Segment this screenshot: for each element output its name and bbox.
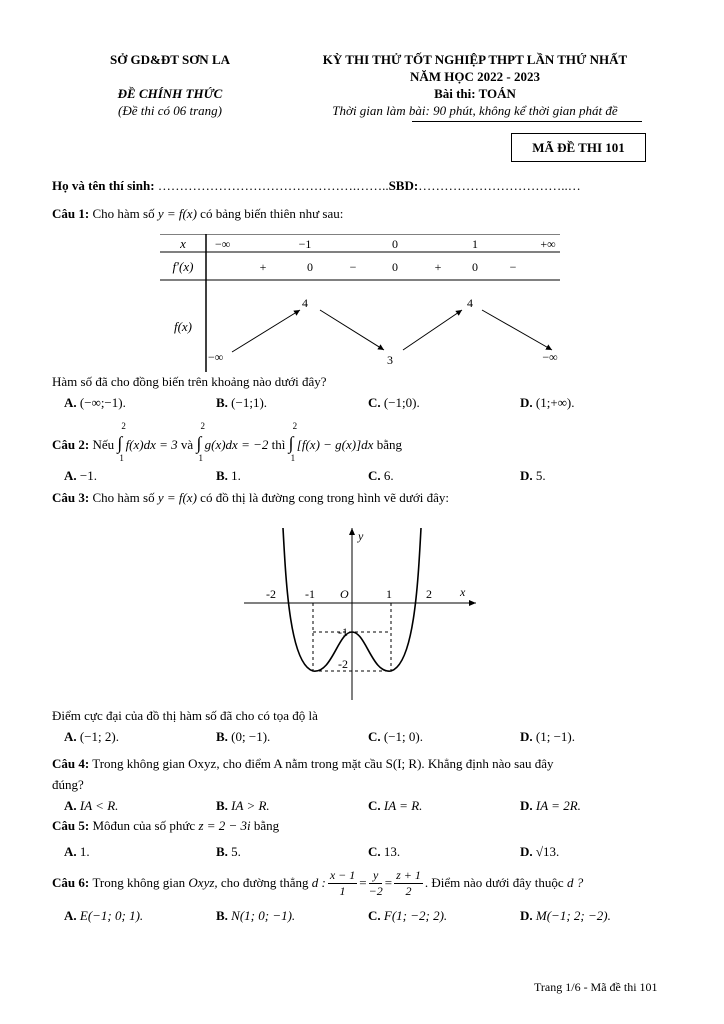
q1-text-a: Cho hàm số	[92, 206, 155, 221]
candidate-line	[52, 178, 581, 194]
q2-option-a: A. −1.	[64, 468, 97, 483]
q6-space: Oxyz,	[188, 875, 218, 890]
q6-frac-1: x − 1 1	[329, 867, 356, 898]
q6-text-b: cho đường thẳng	[220, 875, 309, 890]
q4-option-c: C. IA = R.	[368, 798, 423, 813]
fp-sign-3: 0	[392, 260, 398, 274]
q3-question: Điểm cực đại của đồ thị hàm số đã cho có tọa độ là	[52, 708, 318, 723]
y-tick--2: -2	[338, 657, 348, 671]
q6-d-label: d :	[311, 875, 326, 890]
q2-option-b: B. 1.	[216, 468, 241, 483]
q4-option-a: A. IA < R.	[64, 798, 119, 813]
q2-integral-3: ∫ 2 1	[288, 421, 298, 463]
q6-option-b: B. N(1; 0; −1).	[216, 908, 296, 923]
function-graph	[240, 524, 480, 704]
name-label: Họ và tên thí sinh:	[52, 178, 155, 193]
header-rule	[412, 121, 642, 122]
q5-label: Câu 5:	[52, 818, 90, 833]
q4-option-d: D. IA = 2R.	[520, 798, 581, 813]
q6-label: Câu 6:	[52, 875, 90, 890]
exam-title: KỲ THI THỬ TỐT NGHIỆP THPT LẦN THỨ NHẤT	[322, 52, 628, 67]
q3-option-b: B. (0; −1).	[216, 729, 271, 744]
f-val-2: 3	[387, 353, 393, 367]
fp-sign-1: 0	[307, 260, 313, 274]
school-year: NĂM HỌC 2022 - 2023	[410, 69, 540, 84]
q1-option-c: C. (−1;0).	[368, 395, 420, 410]
q2-int2-expr: g(x)dx = −2	[204, 437, 269, 452]
q3-label: Câu 3:	[52, 490, 90, 505]
table-x-val-2: 0	[392, 237, 398, 251]
table-x-val-4: +∞	[540, 237, 556, 251]
q2-stem	[52, 421, 402, 463]
graph-origin: O	[340, 587, 349, 601]
q2-option-d: D. 5.	[520, 468, 546, 483]
q1-option-d: D. (1;+∞).	[520, 395, 575, 410]
q4-label: Câu 4:	[52, 756, 90, 771]
q2-text-eq: bằng	[376, 437, 402, 452]
q1-text-b: có bảng biến thiên như sau:	[200, 206, 344, 221]
q4-stem-line1	[52, 756, 554, 772]
q4-option-b: B. IA > R.	[216, 798, 270, 813]
table-x-val-3: 1	[472, 237, 478, 251]
table-x-val-1: −1	[298, 237, 312, 251]
q6-option-c: C. F(1; −2; 2).	[368, 908, 448, 923]
sbd-label: SBD:	[388, 178, 419, 193]
fp-sign-5: 0	[472, 260, 478, 274]
q6-text-a: Trong không gian	[92, 875, 186, 890]
q6-text-c: . Điểm nào dưới đây thuộc	[424, 875, 564, 890]
q3-option-a: A. (−1; 2).	[64, 729, 119, 744]
q1-stem	[52, 206, 343, 222]
q6-frac-3: z + 1 2	[396, 867, 421, 898]
q2-integral-1: ∫ 2 1	[117, 421, 126, 463]
x-tick--1: -1	[305, 587, 315, 601]
q4-stem-line2: đúng?	[52, 777, 84, 792]
x-axis-arrow	[469, 600, 476, 606]
q1-label: Câu 1:	[52, 206, 90, 221]
table-x-label: x	[180, 236, 186, 251]
table-x-val-0: −∞	[215, 237, 231, 251]
q6-frac-2: y −2	[368, 867, 383, 898]
graph-y-label: y	[358, 529, 364, 543]
q3-func: y = f(x)	[157, 490, 197, 505]
fp-sign-0: +	[259, 260, 267, 274]
q2-int3-expr: [f(x) − g(x)]dx	[296, 437, 374, 452]
q3-option-c: C. (−1; 0).	[368, 729, 423, 744]
q2-integral-2: ∫ 2 1	[196, 421, 205, 463]
table-f-label: f(x)	[173, 319, 193, 334]
q5-option-d: D. √13.	[520, 844, 560, 859]
f-val-1: 4	[302, 296, 308, 310]
q6-option-a: A. E(−1; 0; 1).	[64, 908, 144, 923]
f-val-4: −∞	[542, 350, 558, 364]
time-note: Thời gian làm bài: 90 phút, không kể thời gian phát đề	[332, 103, 618, 118]
q2-int1-expr: f(x)dx = 3	[125, 437, 178, 452]
x-tick-2: 2	[426, 587, 432, 601]
fp-sign-6: −	[509, 260, 517, 274]
q2-option-c: C. 6.	[368, 468, 394, 483]
arrow-down-1	[320, 310, 384, 350]
q1-func: y = f(x)	[157, 206, 197, 221]
q5-option-a: A. 1.	[64, 844, 90, 859]
name-dots: ……………………………………….……..	[157, 178, 389, 193]
y-tick--1: -1	[338, 625, 348, 639]
q3-stem	[52, 490, 449, 506]
q5-stem	[52, 818, 279, 834]
q6-stem: Câu 6: Trong không gian Oxyz, cho đường thẳng d : x − 1 1 = y −2 = z + 1 2 . Điểm nào dưới đây thuộc d ?	[52, 867, 584, 898]
q5-option-c: C. 13.	[368, 844, 401, 859]
y-axis-arrow	[349, 528, 355, 535]
q3-text-a: Cho hàm số	[92, 490, 155, 505]
page-footer: Trang 1/6 - Mã đề thi 101	[534, 980, 658, 994]
arrow-up-1	[232, 310, 300, 352]
x-tick-1: 1	[386, 587, 392, 601]
q2-label: Câu 2:	[52, 437, 90, 452]
q5-expr: z = 2 − 3i	[198, 818, 251, 833]
q1-option-a: A. (−∞;−1).	[64, 395, 126, 410]
q6-option-d: D. M(−1; 2; −2).	[520, 908, 611, 923]
department: SỞ GD&ĐT SƠN LA	[109, 52, 231, 67]
sbd-dots: ……………………………..…	[418, 178, 581, 193]
q2-text-then: thì	[271, 437, 286, 452]
f-val-3: 4	[467, 296, 473, 310]
graph-x-label: x	[460, 585, 466, 599]
q5-text-a: Môđun của số phức	[92, 818, 196, 833]
exam-code-box: MÃ ĐỀ THI 101	[511, 133, 646, 162]
q6-text-d: d ?	[566, 875, 584, 890]
arrow-up-2	[403, 310, 462, 350]
q1-option-b: B. (−1;1).	[216, 395, 268, 410]
q5-text-b: bằng	[253, 818, 280, 833]
arrow-down-2	[482, 310, 552, 350]
q2-text-and: và	[180, 437, 194, 452]
q3-text-b: có đồ thị là đường cong trong hình vẽ dưới đây:	[200, 490, 449, 505]
f-val-0: −∞	[208, 350, 224, 364]
pages-note: (Đề thi có 06 trang)	[118, 103, 222, 118]
table-fp-label: f′(x)	[172, 259, 194, 274]
q2-text-if: Nếu	[92, 437, 115, 452]
variation-table	[160, 234, 560, 372]
official-label: ĐỀ CHÍNH THỨC	[117, 86, 223, 101]
fp-sign-2: −	[349, 260, 357, 274]
q3-option-d: D. (1; −1).	[520, 729, 575, 744]
fp-sign-4: +	[434, 260, 442, 274]
x-tick--2: -2	[266, 587, 276, 601]
q1-question: Hàm số đã cho đồng biến trên khoảng nào dưới đây?	[52, 374, 327, 389]
q4-line1: Trong không gian Oxyz, cho điểm A nằm trong mặt cầu S(I; R). Khẳng định nào sau đây	[92, 756, 554, 771]
q5-option-b: B. 5.	[216, 844, 241, 859]
subject: Bài thi: TOÁN	[434, 86, 516, 101]
